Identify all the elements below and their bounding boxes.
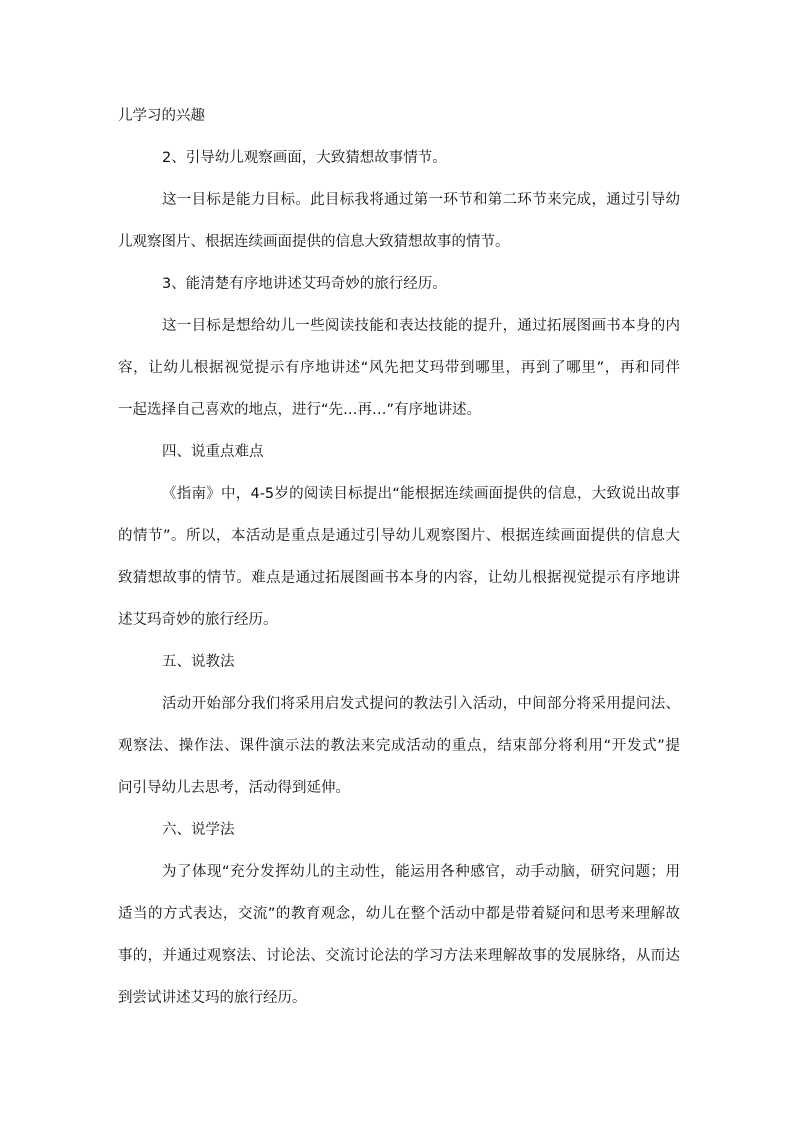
section-heading-teaching-methods: 五、说教法 bbox=[162, 654, 235, 670]
paragraph-line: 这一目标是能力目标。此目标我将通过第一环节和第二环节来完成，通过引导幼 bbox=[162, 192, 680, 208]
paragraph-line: 儿学习的兴趣 bbox=[118, 108, 205, 124]
section-heading-key-points: 四、说重点难点 bbox=[162, 444, 264, 460]
paragraph-line: 的情节”。所以，本活动是重点是通过引导幼儿观察图片、根据连续画面提供的信息大 bbox=[118, 528, 680, 544]
paragraph-line: 《指南》中，4-5岁的阅读目标提出“能根据连续画面提供的信息，大致说出故事 bbox=[162, 486, 680, 502]
paragraph-line: 儿观察图片、根据连续画面提供的信息大致猜想故事的情节。 bbox=[118, 234, 510, 250]
paragraph-line: 事的，并通过观察法、讨论法、交流讨论法的学习方法来理解故事的发展脉络，从而达 bbox=[118, 948, 680, 964]
paragraph-line: 活动开始部分我们将采用启发式提问的教法引入活动，中间部分将采用提问法、 bbox=[162, 696, 680, 712]
paragraph-line: 为了体现“充分发挥幼儿的主动性，能运用各种感官，动手动脑，研究问题；用 bbox=[162, 864, 680, 880]
paragraph-line: 容，让幼儿根据视觉提示有序地讲述“风先把艾玛带到哪里，再到了哪里”，再和同伴 bbox=[118, 360, 680, 376]
paragraph-line: 致猜想故事的情节。难点是通过拓展图画书本身的内容，让幼儿根据视觉提示有序地讲 bbox=[118, 570, 680, 586]
paragraph-line: 适当的方式表达，交流”的教育观念，幼儿在整个活动中都是带着疑问和思考来理解故 bbox=[118, 906, 680, 922]
paragraph-line: 这一目标是想给幼儿一些阅读技能和表达技能的提升，通过拓展图画书本身的内 bbox=[162, 318, 680, 334]
list-item-goal-2: 2、引导幼儿观察画面，大致猜想故事情节。 bbox=[162, 150, 447, 166]
paragraph-line: 述艾玛奇妙的旅行经历。 bbox=[118, 612, 278, 628]
list-item-goal-3: 3、能清楚有序地讲述艾玛奇妙的旅行经历。 bbox=[162, 276, 447, 292]
paragraph-line: 观察法、操作法、课件演示法的教法来完成活动的重点，结束部分将利用“开发式”提 bbox=[118, 738, 680, 754]
section-heading-learning-methods: 六、说学法 bbox=[162, 822, 235, 838]
paragraph-line: 到尝试讲述艾玛的旅行经历。 bbox=[118, 990, 307, 1006]
paragraph-line: 一起选择自己喜欢的地点，进行“先…再…”有序地讲述。 bbox=[118, 402, 482, 418]
paragraph-line: 问引导幼儿去思考，活动得到延伸。 bbox=[118, 780, 350, 796]
document-body bbox=[118, 95, 680, 1019]
